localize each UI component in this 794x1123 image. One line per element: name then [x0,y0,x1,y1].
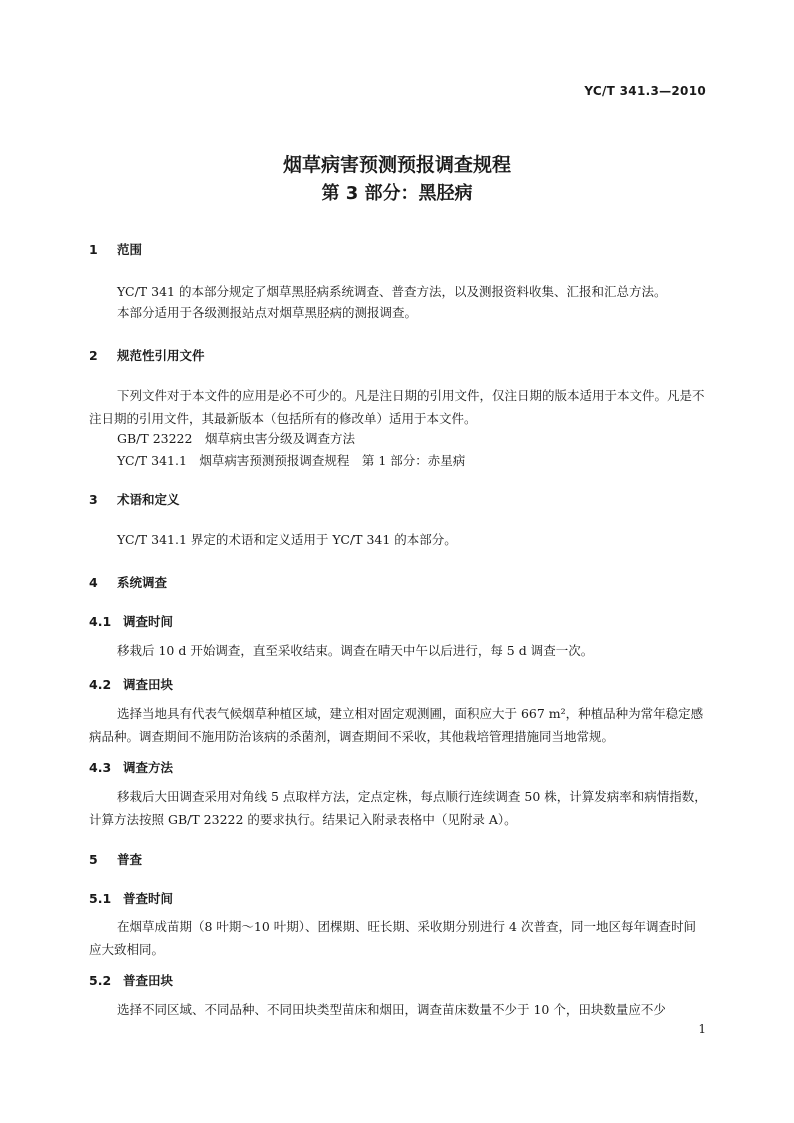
document-title: 烟草病害预测预报调查规程 [282,154,511,176]
section-heading-3: 3 术语和定义 [89,492,180,507]
section-heading-1: 1 范围 [89,242,143,257]
reference-item: YC/T 341.1 烟草病害预测预报调查规程 第 1 部分：赤星病 [117,453,466,468]
paragraph: YC/T 341.1 界定的术语和定义适用于 YC/T 341 的本部分。 [117,532,457,547]
section-heading-5: 5 普查 [89,852,143,867]
subsection-heading-5-2: 5.2 普查田块 [89,973,174,988]
section-heading-2: 2 规范性引用文件 [89,348,205,363]
paragraph: 选择不同区域、不同品种、不同田块类型苗床和烟田，调查苗床数量不少于 10 个，田块数量应不少 [117,1002,666,1017]
paragraph: 在烟草成苗期（8 叶期～10 叶期）、团棵期、旺长期、采收期分别进行 4 次普查，同一地区每年调查时间应大致相同。 [89,919,696,957]
paragraph: 移栽后大田调查采用对角线 5 点取样方法，定点定株，每点顺行连续调查 50 株，计算发病率和病情指数，计算方法按照 GB/T 23222 的要求执行。结果记入附录表格中（见附录 A）。 [89,789,707,827]
paragraph: 移栽后 10 d 开始调查，直至采收结束。调查在晴天中午以后进行，每 5 d 调查一次。 [117,643,594,658]
paragraph: 本部分适用于各级测报站点对烟草黑胫病的测报调查。 [117,305,418,320]
standard-code: YC/T 341.3—2010 [584,84,706,98]
page-number: 1 [698,1022,706,1036]
document-subtitle: 第 3 部分：黑胫病 [321,183,473,204]
paragraph: YC/T 341 的本部分规定了烟草黑胫病系统调查、普查方法，以及测报资料收集、汇报和汇总方法。 [117,284,667,299]
section-heading-4: 4 系统调查 [89,575,168,590]
subsection-heading-4-1: 4.1 调查时间 [89,614,174,629]
subsection-heading-5-1: 5.1 普查时间 [89,891,174,906]
paragraph: 选择当地具有代表气候烟草种植区域，建立相对固定观测圃，面积应大于 667 m²，种植品种为常年稳定感病品种。调查期间不施用防治该病的杀菌剂，调查期间不采收，其他栽培管理措施同当地常规。 [89,706,704,744]
reference-item: GB/T 23222 烟草病虫害分级及调查方法 [117,431,355,446]
subsection-heading-4-3: 4.3 调查方法 [89,760,174,775]
paragraph: 下列文件对于本文件的应用是必不可少的。凡是注日期的引用文件，仅注日期的版本适用于本文件。凡是不注日期的引用文件，其最新版本（包括所有的修改单）适用于本文件。 [89,388,705,426]
subsection-heading-4-2: 4.2 调查田块 [89,677,174,692]
